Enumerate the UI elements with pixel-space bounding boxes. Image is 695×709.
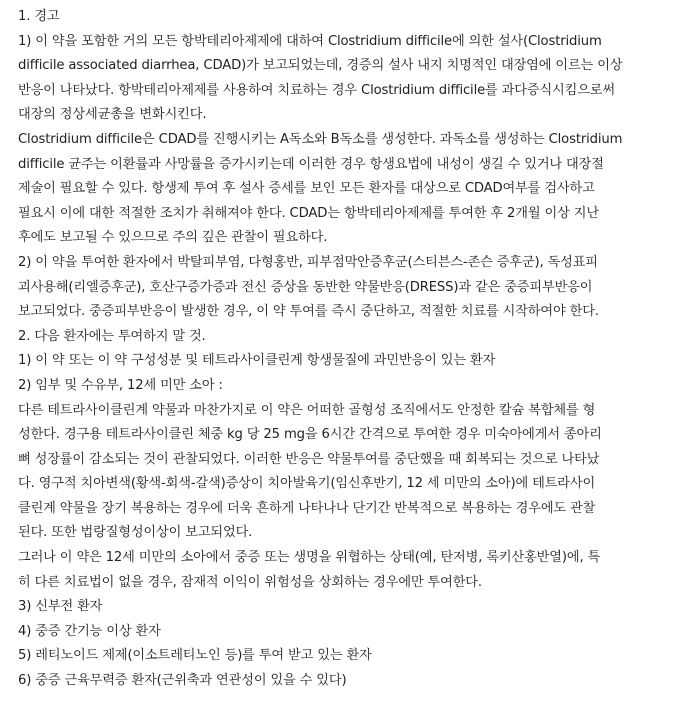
text-line: 후에도 보고될 수 있으므로 주의 깊은 관찰이 필요하다. (18, 230, 328, 246)
text-line: difficile associated diarrhea, CDAD)가 보고되었는데, 경증의 설사 내지 치명적인 대장염에 이르는 이상 (18, 58, 623, 74)
text-line: 5) 레티노이드 제제(이소트레티노인 등)를 투여 받고 있는 환자 (18, 648, 372, 664)
text-line: 6) 중증 근육무력증 환자(근위축과 연관성이 있을 수 있다) (18, 673, 347, 689)
text-line: 다. 영구적 치아변색(황색-회색-갈색)증상이 치아발육기(임신후반기, 12 세 미만의 소아)에 테트라사이 (18, 476, 596, 492)
text-line: 보고되었다. 중증피부반응이 발생한 경우, 이 약 투여를 즉시 중단하고, 적절한 치료를 시작하여야 한다. (18, 304, 599, 320)
text-line: 반응이 나타났다. 항박테리아제제를 사용하여 치료하는 경우 Clostridium difficile를 과다증식시킴으로써 (18, 82, 615, 98)
text-line: 성한다. 경구용 테트라사이클린 체중 kg 당 25 mg을 6시간 간격으로 투여한 경우 미숙아에게서 종아리 (18, 427, 602, 443)
text-line: Clostridium difficile은 CDAD를 진행시키는 A독소와 B독소를 생성한다. 과독소를 생성하는 Clostridium (18, 131, 623, 147)
text-line: 히 다른 치료법이 없을 경우, 잠재적 이익이 위험성을 상회하는 경우에만 투여한다. (18, 574, 482, 590)
text-line: 2) 이 약을 투여한 환자에서 박탈피부염, 다형홍반, 피부점막안증후군(스티븐스-존슨 증후군), 독성표피 (18, 254, 598, 270)
text-line: 대장의 정상세균총을 변화시킨다. (18, 107, 207, 123)
text-line: 1. 경고 (18, 9, 60, 24)
text-line: 된다. 또한 법랑질형성이상이 보고되었다. (18, 525, 253, 541)
text-line: 클린계 약물을 장기 복용하는 경우에 더욱 흔하게 나타나나 단기간 반복적으로 복용하는 경우에도 관찰 (18, 500, 596, 516)
text-line: 괴사용해(리엘증후군), 호산구증가증과 전신 증상을 동반한 약물반응(DRESS)과 같은 중증피부반응이 (18, 279, 593, 295)
text-line: 2. 다음 환자에는 투여하지 말 것. (18, 328, 206, 344)
text-line: difficile 균주는 이환률과 사망률을 증가시키는데 이러한 경우 항생요법에 내성이 생길 수 있거나 대장절 (18, 156, 604, 172)
text-line: 제술이 필요할 수 있다. 항생제 투여 후 설사 증세를 보인 모든 환자를 대상으로 CDAD여부를 검사하고 (18, 181, 595, 197)
text-line: 1) 이 약을 포함한 거의 모든 항박테리아제제에 대하여 Clostridium difficile에 의한 설사(Clostridium (18, 33, 602, 49)
text-line: 다른 테트라사이클린계 약물과 마찬가지로 이 약은 어떠한 골형성 조직에서도 안정한 칼슘 복합체를 형 (18, 402, 596, 418)
text-line: 뼈 성장률이 감소되는 것이 관찰되었다. 이러한 반응은 약물투여를 중단했을 때 회복되는 것으로 나타났 (18, 451, 600, 467)
text-line: 2) 임부 및 수유부, 12세 미만 소아 : (18, 377, 223, 393)
text-line: 1) 이 약 또는 이 약 구성성분 및 테트라사이클린계 항생물질에 과민반응이 있는 환자 (18, 353, 496, 369)
text-line: 필요시 이에 대한 적절한 조치가 취해져야 한다. CDAD는 항박테리아제제를 투여한 후 2개월 이상 지난 (18, 205, 599, 221)
text-line: 그러나 이 약은 12세 미만의 소아에서 중증 또는 생명을 위협하는 상태(예, 탄저병, 록키산홍반열)에, 특 (18, 550, 601, 566)
text-line: 3) 신부전 환자 (18, 599, 103, 615)
text-line: 4) 중증 간기능 이상 환자 (18, 623, 161, 639)
